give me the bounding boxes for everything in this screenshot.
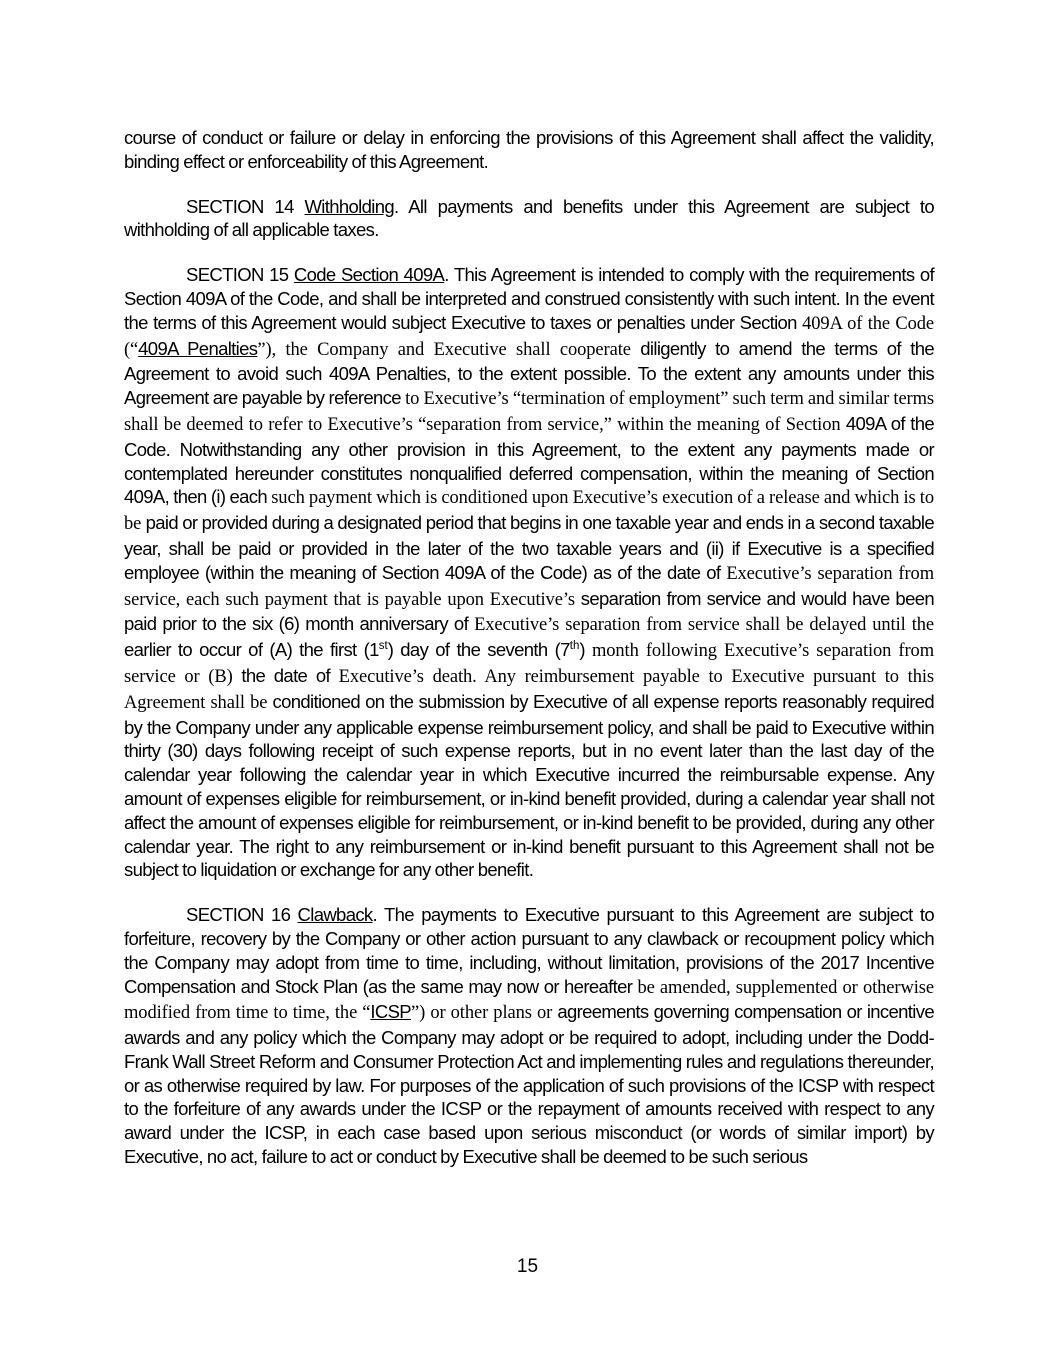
text-run: ”), the Company and Executive shall cooperate xyxy=(257,339,641,360)
text-run: Executive’s death. Any reimbursement payable to Executive pursuant to this Agreement shall be xyxy=(124,666,934,713)
text-run: separation from service and would have been paid prior to the six (6) month anniversary of xyxy=(124,587,934,635)
text-run: ) xyxy=(579,639,585,661)
text-run: Executive’s separation from service, each such payment that is payable upon Executive’s xyxy=(124,563,934,610)
text-run: Executive’s separation from service shall be delayed until the xyxy=(474,615,935,636)
text-run: ”) or other plans or xyxy=(411,1003,558,1024)
text-run: month following Executive’s separation from service or (B) xyxy=(124,641,934,687)
text-run: such payment which is conditioned upon Executive’s execution of a release and which is to be xyxy=(124,488,934,535)
text-run: earlier to occur of (A) the first (1 xyxy=(124,639,379,661)
text-run: conditioned on the submission by Executive of all expense reports reasonably required by the Company under any applicable expense reimbursement policy, and shall be paid to Executive within thirty (30) days following receipt of such expense reports, but in no event later than the last day of the calendar year following the calendar year in which Executive incurred the reimbursable expense. Any amount of expenses eligible for reimbursement, or in-kind benefit provided, during a calendar year shall not affect the amount of expenses eligible for reimbursement, or in-kind benefit to be provided, during any other calendar year. The right to any reimbursement or in-kind benefit pursuant to this Agreement shall not be subject to liquidation or exchange for any other benefit. xyxy=(124,690,934,881)
text-run: Clawback xyxy=(297,904,373,926)
paragraph-section-15 xyxy=(124,263,934,882)
text-run: ICSP xyxy=(370,1001,412,1023)
paragraph-intro xyxy=(124,126,934,174)
text-run: 409A of the Code (“ xyxy=(124,313,934,360)
text-run: paid or provided during a designated period that begins in one taxable year and ends in a second taxable year, shall be paid or provided in the later of the two taxable years and (ii) if Executive is a specified employee (within the meaning of Section 409A of the Code) as of the date of xyxy=(124,512,934,583)
text-run: . All payments and benefits under this Agreement are subject to withholding of all applicable taxes. xyxy=(124,195,934,241)
text-run: SECTION 16 xyxy=(186,904,298,926)
page-footer xyxy=(0,1256,1055,1278)
paragraph-section-16 xyxy=(124,903,934,1169)
text-run: 409A Penalties xyxy=(138,337,258,359)
page-number: 15 xyxy=(516,1256,539,1277)
text-run: SECTION 14 xyxy=(186,195,305,217)
text-run: be amended, supplemented or otherwise modified from time to time, the “ xyxy=(124,977,934,1024)
document-body xyxy=(124,126,934,1190)
text-run: the date of xyxy=(241,664,339,686)
text-run: SECTION 15 xyxy=(186,264,294,286)
text-run: . The payments to Executive pursuant to this Agreement are subject to forfeiture, recovery by the Company or other action pursuant to any clawback or recoupment policy which the Company may adopt from time to time, including, without limitation, provisions of the 2017 Incentive Compensation and Stock Plan (as the same may now or hereafter xyxy=(124,904,934,997)
text-run: ) day of the seventh (7 xyxy=(387,639,570,661)
text-run: to Executive’s “termination of employment” such term and similar terms shall be deemed to refer to Executive’s “separation from service,” within the meaning of Section xyxy=(124,389,935,435)
text-run: st xyxy=(378,639,388,652)
text-run: Withholding xyxy=(304,195,394,217)
text-run: . This Agreement is intended to comply with the requirements of Section 409A of the Code, and shall be interpreted and construed consistently with such intent. In the event the terms of this Agreement would subject Executive to taxes or penalties under Section xyxy=(124,264,935,333)
text-run: th xyxy=(569,639,580,652)
text-run: diligently to amend the terms of the Agreement to avoid such 409A Penalties, to the extent possible. To the extent any amounts under this Agreement are payable by reference xyxy=(124,337,934,409)
paragraph-section-14 xyxy=(124,195,934,243)
text-run: Code Section 409A xyxy=(293,264,445,286)
text-run: course of conduct or failure or delay in enforcing the provisions of this Agreement shall affect the validity, binding effect or enforceability of this Agreement. xyxy=(124,127,934,172)
text-run: agreements governing compensation or incentive awards and any policy which the Company may adopt or be required to adopt, including under the Dodd-Frank Wall Street Reform and Consumer Protection Act and implementing rules and regulations thereunder, or as otherwise required by law. For purposes of the application of such provisions of the ICSP with respect to the forfeiture of any awards under the ICSP or the repayment of amounts received with respect to any award under the ICSP, in each case based upon serious misconduct (or words of similar import) by Executive, no act, failure to act or conduct by Executive shall be deemed to be such serious xyxy=(124,1001,934,1168)
text-run: 409A of the Code. Notwithstanding any other provision in this Agreement, to the extent any payments made or contemplated hereunder constitutes nonqualified deferred compensation, within the meaning of Section 409A, then (i) each xyxy=(124,412,934,508)
